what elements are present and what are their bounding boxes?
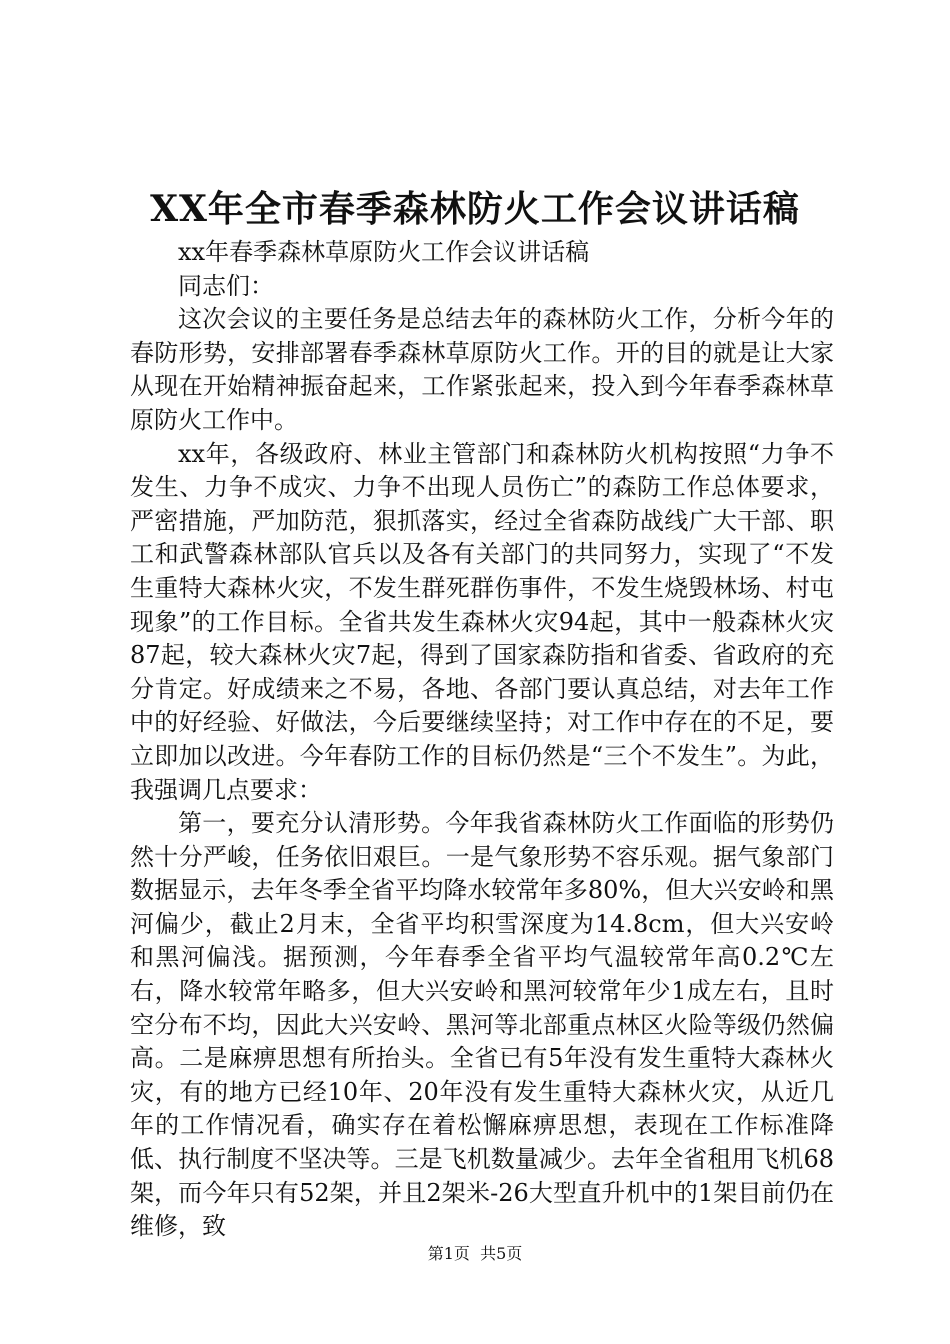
situation-paragraph: 第一，要充分认清形势。今年我省森林防火工作面临的形势仍然十分严峻，任务依旧艰巨。一是气象形势不容乐观。据气象部门数据显示，去年冬季全省平均降水较常年多80%，但大兴安岭和黑河偏少，截止2月末，全省平均积雪深度为14.8cm，但大兴安岭和黑河偏浅。据预测，今年春季全省平均气温较常年高0.2℃左右，降水较常年略多，但大兴安岭和黑河较常年少1成左右，且时空分布不均，因此大兴安岭、黑河等北部重点林区火险等级仍然偏高。二是麻痹思想有所抬头。全省已有5年没有发生重特大森林火灾，有的地方已经10年、20年没有发生重特大森林火灾，从近几年的工作情况看，确实存在着松懈麻痹思想，表现在工作标准降低、执行制度不坚决等。三是飞机数量减少。去年全省租用飞机68架，而今年只有52架，并且2架米-26大型直升机中的1架目前仍在维修，致 [130,809,834,1241]
intro-paragraph: 这次会议的主要任务是总结去年的森林防火工作，分析今年的春防形势，安排部署春季森林草原防火工作。开的目的就是让大家从现在开始精神振奋起来，工作紧张起来，投入到今年春季森林草原防火工作中。 [130,305,834,434]
document-body [130,236,834,1244]
review-paragraph: xx年，各级政府、林业主管部门和森林防火机构按照“力争不发生、力争不成灾、力争不出现人员伤亡”的森防工作总体要求，严密措施，严加防范，狠抓落实，经过全省森防战线广大干部、职工和武警森林部队官兵以及各有关部门的共同努力，实现了“不发生重特大森林火灾，不发生群死群伤事件，不发生烧毁林场、村屯现象”的工作目标。全省共发生森林火灾94起，其中一般森林火灾87起，较大森林火灾7起，得到了国家森防指和省委、省政府的充分肯定。好成绩来之不易，各地、各部门要认真总结，对去年工作中的好经验、好做法，今后要继续坚持；对工作中存在的不足，要立即加以改进。今年春防工作的目标仍然是“三个不发生”。为此，我强调几点要求： [130,439,834,804]
subtitle-paragraph: xx年春季森林草原防火工作会议讲话稿 [178,238,590,266]
salutation-paragraph: 同志们： [178,271,274,300]
page-number-footer: 第1页 共5页 [427,1244,523,1263]
document-title: XX年全市春季森林防火工作会议讲话稿 [150,188,800,230]
